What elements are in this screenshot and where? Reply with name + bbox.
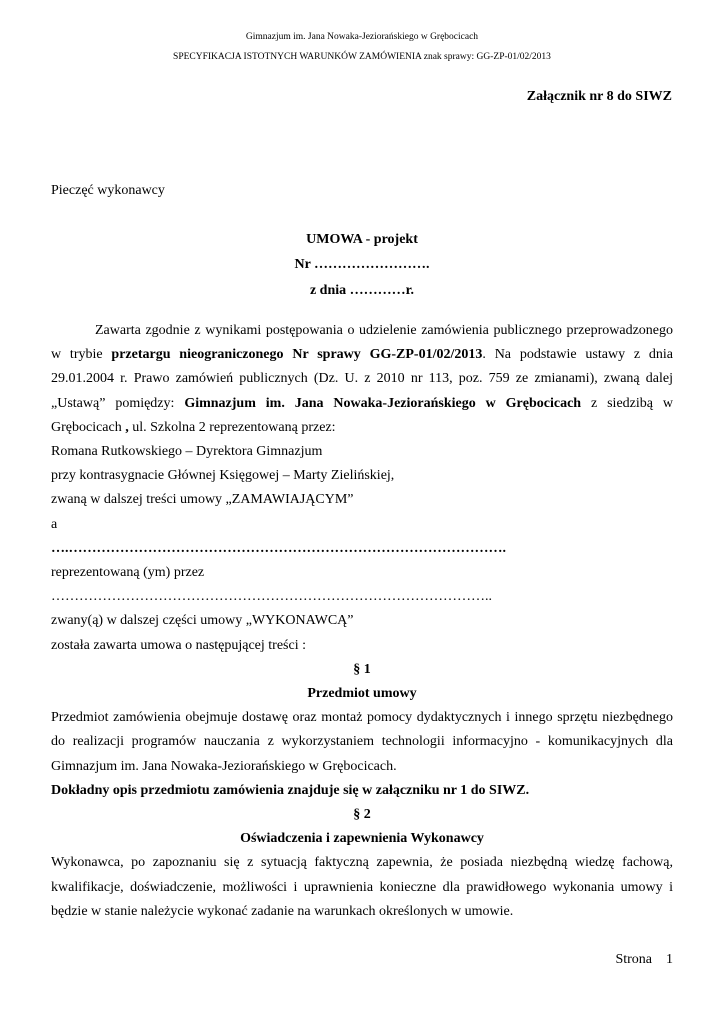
intro-paragraph <box>51 319 673 440</box>
contractor-stamp-label: Pieczęć wykonawcy <box>51 183 165 198</box>
contractor-dots: ….…………………………………………………………………………………. <box>51 540 506 556</box>
and-line: a <box>51 516 58 532</box>
contract-title: UMOWA - projekt <box>306 232 418 247</box>
ordering-party-line: zwaną w dalszej treści umowy „ZAMAWIAJĄCYM” <box>51 492 354 508</box>
annex-label: Załącznik nr 8 do SIWZ <box>526 89 672 104</box>
comma: , <box>125 419 129 435</box>
case-number: przetargu nieograniczonego Nr sprawy GG-ZP-01/02/2013 <box>111 347 483 363</box>
header-spec: SPECYFIKACJA ISTOTNYCH WARUNKÓW ZAMÓWIENIA znak sprawy: GG-ZP-01/02/2013 <box>173 52 551 62</box>
representative-dots: ………………………………………………………………………………….. <box>51 589 492 605</box>
page-label: Strona <box>615 952 652 967</box>
contractor-line: zwany(ą) w dalszej części umowy „WYKONAWCĄ” <box>51 613 354 629</box>
director-line: Romana Rutkowskiego – Dyrektora Gimnazjum <box>51 444 323 460</box>
school-name: Gimnazjum im. Jana Nowaka-Jeziorańskiego w Grębocicach <box>184 395 582 411</box>
accountant-line: przy kontrasygnacie Głównej Księgowej – Marty Zielińskiej, <box>51 468 395 484</box>
intro-text-2: . Na podstawie ustawy z dnia 29.01.2004 r. Prawo zamówień publicznych (Dz. U. z 2010 nr 113, poz. 759 ze zmianami), zwaną dalej „Ustawą” pomiędzy: <box>51 347 674 411</box>
intro-text: Zawarta zgodnie z wynikami postępowania o udzielenie zamówienia publicznego przeprowadzonego w trybie <box>51 323 673 363</box>
section-1-number: § 1 <box>353 661 371 677</box>
contract-date: z dnia …………r. <box>309 283 415 298</box>
page-number: 1 <box>666 952 673 967</box>
section-2-text: Wykonawca, po zapoznaniu się z sytuacją faktyczną zapewnia, że posiada niezbędną wiedzę fachową, kwalifikacje, doświadczenie, możliwości i uprawnienia konieczne dla prawidłowego wykonania umowy i będzie w stanie należycie wykonać zadanie na warunkach określonych w umowie. <box>51 855 673 919</box>
contract-number: Nr ……………………. <box>294 257 430 272</box>
page-footer <box>615 952 673 968</box>
contract-body <box>51 319 673 924</box>
section-1-heading: Przedmiot umowy <box>307 686 417 702</box>
represented-line: reprezentowaną (ym) przez <box>51 565 205 581</box>
section-1-text: Przedmiot zamówienia obejmuje dostawę oraz montaż pomocy dydaktycznych i innego sprzętu niezbędnego do realizacji programów nauczania z wykorzystaniem technologii informacyjno - komunikacyjnych dla Gimnazjum im. Jana Nowaka-Jeziorańskiego w Grębocicach. <box>51 710 673 774</box>
section-2-heading: Oświadczenia i zapewnienia Wykonawcy <box>240 831 484 847</box>
header-school: Gimnazjum im. Jana Nowaka-Jeziorańskiego w Grębocicach <box>245 32 479 42</box>
intro-text-3: z siedzibą w Grębocicach <box>51 395 673 435</box>
intro-text-4: ul. Szkolna 2 reprezentowaną przez: <box>128 419 336 435</box>
concluded-line: została zawarta umowa o następującej treści : <box>51 637 306 653</box>
section-2-number: § 2 <box>353 807 371 823</box>
section-1-bold-note: Dokładny opis przedmiotu zamówienia znajduje się w załączniku nr 1 do SIWZ. <box>51 782 530 798</box>
